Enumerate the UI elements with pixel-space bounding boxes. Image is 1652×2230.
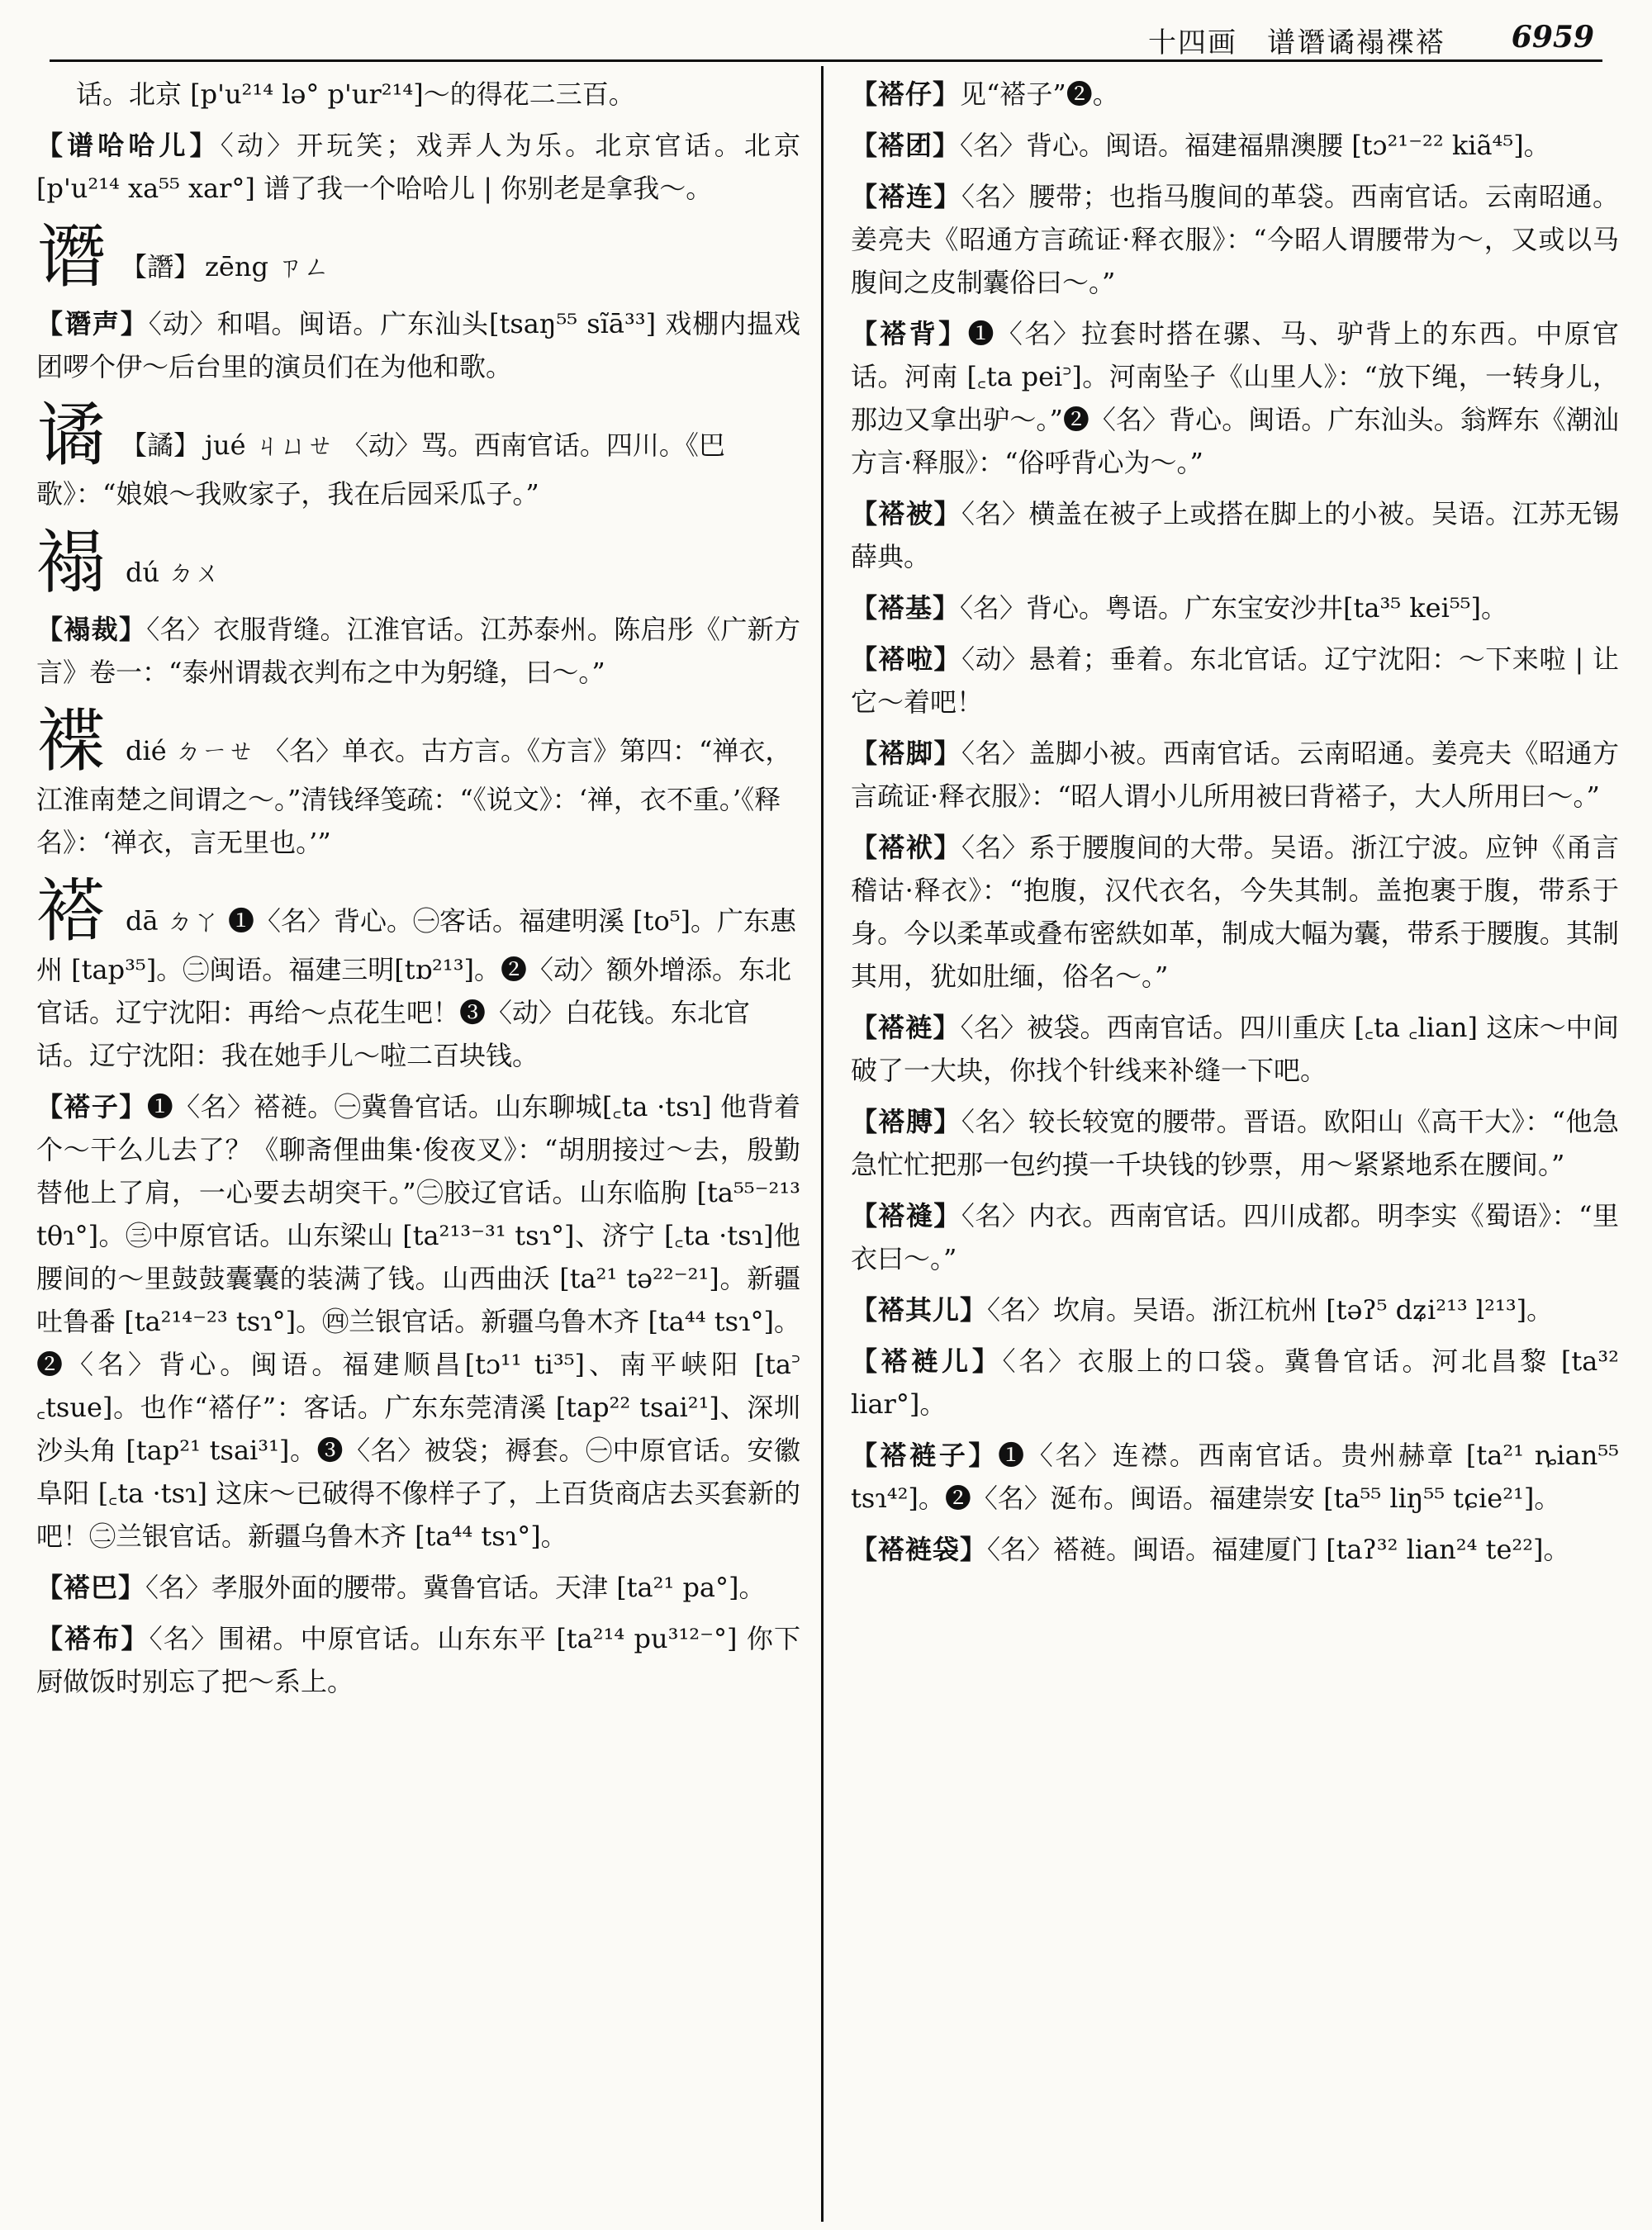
dictionary-entry	[851, 1194, 1619, 1280]
entry-headword: 【褡裢儿】	[851, 1345, 1003, 1377]
entry-definition: 〈动〉悬着；垂着。东北官话。辽宁沈阳：～下来啦 | 让它～着吧！	[851, 643, 1619, 718]
dictionary-entry	[851, 638, 1619, 724]
section-title: 十四画 谱谮谲褟褋褡	[1148, 26, 1446, 59]
entry-definition: 〈动〉开玩笑；戏弄人为乐。北京官话。北京 [p'u²¹⁴ xa⁵⁵ xar°] 谱了我一个哈哈儿 | 你别老是拿我～。	[36, 130, 800, 204]
entry-definition: 〈名〉褡裢。闽语。福建厦门 [taʔ³² lian²⁴ te²²]。	[987, 1534, 1570, 1565]
pinyin: jué ㄐㄩㄝ	[205, 429, 334, 461]
character-definition: 〈名〉单衣。古方言。《方言》第四：“禅衣，江淮南楚之间谓之～。”清钱绎笺疏：“《说文》：‘禅，衣不重。’《释名》：‘禅衣，言无里也。’”	[36, 735, 792, 858]
entry-definition: 〈名〉系于腰腹间的大带。吴语。浙江宁波。应钟《甬言稽诂·释衣》：“抱腹，汉代衣名，今失其制。盖抱裹于腹，带系于身。今以柔革或叠布密紩如革，制成大幅为囊，带系于腰腹。其制其用，犹如肚缅，俗名～。”	[851, 832, 1619, 992]
dictionary-entry	[851, 492, 1619, 578]
entry-definition: 〈名〉背心。闽语。福建福鼎澳腰 [tɔ²¹⁻²² kiã⁴⁵]。	[960, 130, 1550, 161]
entry-definition: 〈名〉坎肩。吴语。浙江杭州 [təʔ⁵ dʑi²¹³ l²¹³]。	[987, 1294, 1554, 1326]
entry-definition: 〈名〉腰带；也指马腹间的革袋。西南官话。云南昭通。姜亮夫《昭通方言疏证·释衣服》：“今昭人谓腰带为～，又或以马腹间之皮制囊俗曰～。”	[851, 181, 1619, 298]
pinyin: zēng ㄗㄥ	[205, 251, 330, 282]
entry-headword: 【褡子】	[36, 1091, 147, 1122]
dictionary-entry	[851, 732, 1619, 818]
entry-headword: 【褡䙜】	[851, 1200, 961, 1231]
dictionary-entry	[36, 1085, 800, 1558]
entry-headword: 【褡巴】	[36, 1572, 146, 1603]
column-divider	[821, 66, 824, 2222]
dictionary-entry	[36, 608, 800, 694]
entry-definition: 〈名〉横盖在被子上或搭在脚上的小被。吴语。江苏无锡薛典。	[851, 498, 1619, 572]
character-heading	[36, 700, 800, 864]
dictionary-entry	[851, 1006, 1619, 1092]
entry-definition: 〈名〉衣服背缝。江淮官话。江苏泰州。陈启彤《广新方言》卷一：“泰州谓裁衣判布之中为躬缝，曰～。”	[36, 614, 800, 688]
character-definition: 〈动〉骂。西南官话。四川。《巴歌》：“娘娘～我败家子，我在后园采瓜子。”	[36, 429, 725, 510]
head-character: 谲	[36, 395, 107, 476]
character-heading	[36, 216, 800, 297]
dictionary-entry	[851, 1100, 1619, 1186]
entry-headword: 【褡裢】	[851, 1012, 961, 1043]
dictionary-entry	[36, 302, 800, 388]
entry-definition: ❶〈名〉连襟。西南官话。贵州赫章 [ta²¹ ȵian⁵⁵ tsɿ⁴²]。❷〈名〉涎布。闽语。福建崇安 [ta⁵⁵ liŋ⁵⁵ tɕie²¹]。	[851, 1440, 1619, 1514]
head-character: 褋	[36, 700, 107, 781]
dictionary-entry	[36, 1566, 800, 1609]
dictionary-entry	[36, 124, 800, 210]
entry-headword: 【褡膊】	[851, 1106, 961, 1137]
head-character: 褟	[36, 522, 107, 603]
entry-definition: 〈名〉孝服外面的腰带。冀鲁官话。天津 [ta²¹ pa°]。	[145, 1572, 766, 1603]
page-header	[50, 8, 1602, 62]
character-heading	[36, 871, 800, 1077]
character-heading	[36, 395, 800, 515]
character-heading	[36, 522, 800, 603]
entry-headword: 【褡啦】	[851, 643, 962, 675]
entry-definition: 〈名〉被袋。西南官话。四川重庆 [꜀ta ꜀lian] 这床～中间破了一大块，你找个针线来补缝一下吧。	[851, 1012, 1619, 1086]
entry-headword: 【褡袱】	[851, 832, 961, 863]
dictionary-entry	[851, 73, 1619, 116]
entry-definition: 〈动〉和唱。闽语。广东汕头[tsaŋ⁵⁵ sĩā³³] 戏棚内揾戏团啰个伊～后台里的演员们在为他和歌。	[36, 308, 800, 382]
entry-definition: 〈名〉衣服上的口袋。冀鲁官话。河北昌黎 [ta³² liar°]。	[851, 1345, 1619, 1420]
entry-headword: 【褡布】	[36, 1623, 150, 1654]
entry-headword: 【褡裢子】	[851, 1440, 999, 1471]
dictionary-entry	[851, 1340, 1619, 1426]
head-character: 谮	[36, 216, 107, 297]
entry-headword: 【谮声】	[36, 308, 149, 339]
dictionary-entry	[851, 312, 1619, 484]
traditional-form: 【譎】	[121, 429, 201, 461]
dictionary-entry	[851, 1434, 1619, 1520]
dictionary-entry	[851, 826, 1619, 998]
dictionary-entry	[36, 1617, 800, 1703]
head-character: 褡	[36, 871, 107, 951]
entry-definition: ❶〈名〉拉套时搭在骡、马、驴背上的东西。中原官话。河南 [꜀ta pei꜄]。河南坠子《山里人》：“放下绳，一转身儿，那边又拿出驴～。”❷〈名〉背心。闽语。广东汕头。翁辉东《潮汕方言·释服》：“俗呼背心为～。”	[851, 318, 1619, 478]
entry-headword: 【褟裁】	[36, 614, 147, 645]
dictionary-entry	[851, 1528, 1619, 1571]
dictionary-entry	[851, 124, 1619, 167]
entry-definition: 〈名〉内衣。西南官话。四川成都。明李实《蜀语》：“里衣曰～。”	[851, 1200, 1619, 1274]
entry-definition: 〈名〉围裙。中原官话。山东东平 [ta²¹⁴ pu³¹²⁻°] 你下厨做饭时别忘了把～系上。	[36, 1623, 800, 1697]
entry-headword: 【褡背】	[851, 318, 968, 349]
entry-definition: 〈名〉较长较宽的腰带。晋语。欧阳山《高干大》：“他急急忙忙把那一包约摸一千块钱的钞票，用～紧紧地系在腰间。”	[851, 1106, 1619, 1180]
entry-headword: 【褡连】	[851, 181, 961, 212]
entry-headword: 【谱哈哈儿】	[36, 130, 221, 161]
pinyin: dā ㄉㄚ	[126, 905, 220, 937]
entry-definition: ❶〈名〉褡裢。㊀冀鲁官话。山东聊城[꜀ta ·tsɿ] 他背着个～干么儿去了？《聊斋俚曲集·俊夜叉》：“胡朋接过～去，殷勤替他上了肩，一心要去胡突干。”㊁胶辽官话。山东临朐 [ta⁵⁵⁻²¹³ tθɿ°]。㊂中原官话。山东梁山 [ta²¹³⁻³¹ tsɿ°]、济宁 [꜀ta ·tsɿ]他腰间的～里鼓鼓囊囊的装满了钱。山西曲沃 [ta²¹ tə²²⁻²¹]。新疆吐鲁番 [ta²¹⁴⁻²³ tsɿ°]。㊃兰银官话。新疆乌鲁木齐 [ta⁴⁴ tsɿ°]。❷〈名〉背心。闽语。福建顺昌[tɔ¹¹ ti³⁵]、南平峡阳 [ta꜄ ꜀tsue]。也作“褡仔”：客话。广东东莞清溪 [tap²² tsai²¹]、深圳沙头角 [tap²¹ tsai³¹]。❸〈名〉被袋；褥套。㊀中原官话。安徽阜阳 [꜀ta ·tsɿ] 这床～已破得不像样子了，上百货商店去买套新的吧！㊁兰银官话。新疆乌鲁木齐 [ta⁴⁴ tsɿ°]。	[36, 1091, 800, 1552]
continued-entry: 话。北京 [p'u²¹⁴ lə° p'ur²¹⁴]～的得花二三百。	[76, 78, 635, 110]
entry-headword: 【褡基】	[851, 592, 961, 624]
pinyin: dú ㄉㄨ	[126, 557, 221, 588]
right-column	[851, 73, 1619, 1579]
dictionary-entry	[851, 175, 1619, 304]
entry-headword: 【褡团】	[851, 130, 961, 161]
entry-definition: 〈名〉背心。粤语。广东宝安沙井[ta³⁵ kei⁵⁵]。	[960, 592, 1507, 624]
entry-headword: 【褡仔】	[851, 78, 961, 110]
dictionary-entry	[851, 586, 1619, 629]
entry-headword: 【褡其儿】	[851, 1294, 988, 1326]
dictionary-entry	[851, 1288, 1619, 1331]
left-column	[36, 73, 800, 1711]
entry-headword: 【褡脚】	[851, 738, 961, 769]
character-definition: ❶〈名〉背心。㊀客话。福建明溪 [to⁵]。广东惠州 [tap³⁵]。㊁闽语。福建三明[tɒ²¹³]。❷〈动〉额外增添。东北官话。辽宁沈阳：再给～点花生吧！❸〈动〉白花钱。东北官话。辽宁沈阳：我在她手儿～啦二百块钱。	[36, 905, 797, 1071]
entry-definition: 见“褡子”❷。	[960, 78, 1119, 110]
traditional-form: 【譖】	[121, 251, 201, 282]
entry-headword: 【褡裢袋】	[851, 1534, 988, 1565]
entry-headword: 【褡被】	[851, 498, 961, 529]
entry-definition: 〈名〉盖脚小被。西南官话。云南昭通。姜亮夫《昭通方言疏证·释衣服》：“昭人谓小儿所用被曰背褡子，大人所用曰～。”	[851, 738, 1619, 812]
page-number: 6959	[1511, 20, 1594, 55]
pinyin: dié ㄉㄧㄝ	[126, 735, 254, 766]
